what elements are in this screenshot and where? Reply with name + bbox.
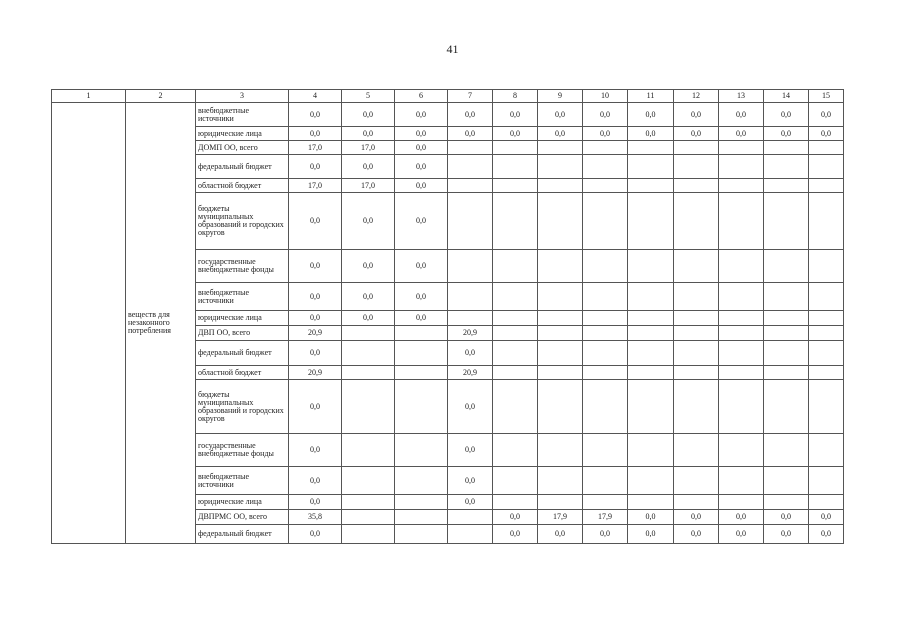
value-cell: 0,0: [289, 250, 342, 283]
value-cell: 0,0: [289, 467, 342, 495]
value-cell: [395, 380, 448, 434]
value-cell: [719, 326, 764, 341]
value-cell: 0,0: [395, 103, 448, 127]
value-cell: [809, 467, 844, 495]
value-cell: 0,0: [674, 127, 719, 141]
value-cell: [674, 434, 719, 467]
value-cell: [764, 326, 809, 341]
value-cell: [628, 326, 674, 341]
value-cell: [809, 179, 844, 193]
value-cell: [583, 193, 628, 250]
value-cell: [583, 141, 628, 155]
value-cell: 0,0: [719, 127, 764, 141]
value-cell: [538, 495, 583, 510]
value-cell: [342, 434, 395, 467]
value-cell: [674, 193, 719, 250]
value-cell: [538, 141, 583, 155]
value-cell: 0,0: [289, 283, 342, 311]
value-cell: 17,0: [289, 179, 342, 193]
value-cell: [628, 193, 674, 250]
value-cell: [628, 311, 674, 326]
value-cell: 0,0: [448, 380, 493, 434]
funding-source-cell: государственные внебюджетные фонды: [196, 250, 289, 283]
value-cell: [809, 380, 844, 434]
header-row: [52, 90, 844, 103]
value-cell: [493, 495, 538, 510]
value-cell: [583, 250, 628, 283]
column-number-header: 2: [126, 90, 196, 103]
value-cell: [448, 510, 493, 525]
value-cell: [538, 341, 583, 366]
value-cell: 0,0: [764, 127, 809, 141]
value-cell: [342, 341, 395, 366]
value-cell: 17,0: [342, 141, 395, 155]
table-row: [52, 103, 844, 127]
value-cell: [809, 311, 844, 326]
value-cell: [493, 380, 538, 434]
column-number-header: 11: [628, 90, 674, 103]
funding-source-cell: юридические лица: [196, 127, 289, 141]
value-cell: 0,0: [764, 510, 809, 525]
value-cell: [342, 467, 395, 495]
value-cell: 0,0: [289, 525, 342, 544]
column-number-header: 6: [395, 90, 448, 103]
value-cell: [342, 380, 395, 434]
value-cell: [583, 467, 628, 495]
column-number-header: 8: [493, 90, 538, 103]
value-cell: [764, 179, 809, 193]
value-cell: [493, 283, 538, 311]
value-cell: [448, 525, 493, 544]
column-number-header: 7: [448, 90, 493, 103]
column-number-header: 4: [289, 90, 342, 103]
value-cell: [674, 155, 719, 179]
value-cell: [448, 155, 493, 179]
value-cell: 0,0: [395, 311, 448, 326]
value-cell: [628, 380, 674, 434]
value-cell: [583, 155, 628, 179]
value-cell: [628, 179, 674, 193]
value-cell: [538, 193, 583, 250]
value-cell: [538, 467, 583, 495]
value-cell: 0,0: [289, 103, 342, 127]
value-cell: 0,0: [583, 127, 628, 141]
value-cell: 0,0: [538, 525, 583, 544]
funding-source-cell: ДВПРМС ОО, всего: [196, 510, 289, 525]
value-cell: 0,0: [289, 495, 342, 510]
column-number-header: 12: [674, 90, 719, 103]
value-cell: [448, 250, 493, 283]
value-cell: [628, 141, 674, 155]
value-cell: [764, 141, 809, 155]
value-cell: 20,9: [448, 366, 493, 380]
value-cell: [493, 193, 538, 250]
value-cell: [719, 467, 764, 495]
value-cell: [395, 495, 448, 510]
value-cell: [493, 341, 538, 366]
value-cell: 0,0: [448, 467, 493, 495]
value-cell: 0,0: [628, 510, 674, 525]
value-cell: [342, 366, 395, 380]
value-cell: 0,0: [809, 510, 844, 525]
value-cell: 20,9: [289, 326, 342, 341]
value-cell: 0,0: [538, 103, 583, 127]
value-cell: [809, 283, 844, 311]
value-cell: [674, 366, 719, 380]
value-cell: [493, 141, 538, 155]
value-cell: [719, 341, 764, 366]
value-cell: [719, 155, 764, 179]
value-cell: [809, 326, 844, 341]
value-cell: 0,0: [448, 495, 493, 510]
value-cell: 0,0: [289, 380, 342, 434]
value-cell: 17,9: [538, 510, 583, 525]
value-cell: 0,0: [628, 127, 674, 141]
value-cell: 0,0: [628, 525, 674, 544]
value-cell: 35,8: [289, 510, 342, 525]
funding-source-cell: федеральный бюджет: [196, 525, 289, 544]
value-cell: [674, 467, 719, 495]
value-cell: [628, 434, 674, 467]
funding-source-cell: бюджеты муниципальных образований и городских округов: [196, 193, 289, 250]
value-cell: 17,0: [342, 179, 395, 193]
value-cell: 0,0: [764, 525, 809, 544]
value-cell: 0,0: [342, 283, 395, 311]
value-cell: [448, 193, 493, 250]
value-cell: [674, 250, 719, 283]
value-cell: [764, 250, 809, 283]
funding-source-cell: областной бюджет: [196, 366, 289, 380]
funding-source-cell: юридические лица: [196, 495, 289, 510]
value-cell: [395, 434, 448, 467]
value-cell: [493, 155, 538, 179]
value-cell: 0,0: [342, 250, 395, 283]
value-cell: 0,0: [538, 127, 583, 141]
value-cell: [493, 250, 538, 283]
value-cell: 0,0: [342, 127, 395, 141]
value-cell: [448, 141, 493, 155]
value-cell: [538, 311, 583, 326]
funding-source-cell: ДВП ОО, всего: [196, 326, 289, 341]
value-cell: [583, 326, 628, 341]
value-cell: 0,0: [674, 103, 719, 127]
value-cell: [448, 283, 493, 311]
value-cell: 0,0: [289, 311, 342, 326]
value-cell: [674, 380, 719, 434]
value-cell: [395, 467, 448, 495]
value-cell: [764, 366, 809, 380]
value-cell: [809, 250, 844, 283]
value-cell: [719, 193, 764, 250]
value-cell: [538, 326, 583, 341]
value-cell: 0,0: [809, 103, 844, 127]
value-cell: [674, 141, 719, 155]
value-cell: 20,9: [289, 366, 342, 380]
value-cell: 0,0: [493, 525, 538, 544]
value-cell: 17,0: [289, 141, 342, 155]
value-cell: [538, 380, 583, 434]
value-cell: [493, 467, 538, 495]
value-cell: [809, 434, 844, 467]
value-cell: [342, 510, 395, 525]
value-cell: [628, 495, 674, 510]
value-cell: 0,0: [719, 525, 764, 544]
column-number-header: 1: [52, 90, 126, 103]
value-cell: [493, 366, 538, 380]
value-cell: 0,0: [289, 127, 342, 141]
value-cell: [448, 179, 493, 193]
column-number-header: 14: [764, 90, 809, 103]
value-cell: [342, 326, 395, 341]
value-cell: [538, 179, 583, 193]
value-cell: 0,0: [448, 341, 493, 366]
column-number-header: 13: [719, 90, 764, 103]
value-cell: [395, 326, 448, 341]
column-number-header: 15: [809, 90, 844, 103]
value-cell: 0,0: [342, 311, 395, 326]
page-number: 41: [446, 42, 459, 56]
value-cell: [764, 311, 809, 326]
value-cell: [583, 283, 628, 311]
value-cell: 0,0: [674, 510, 719, 525]
value-cell: [583, 434, 628, 467]
value-cell: [448, 311, 493, 326]
value-cell: 0,0: [342, 155, 395, 179]
value-cell: [764, 467, 809, 495]
value-cell: [809, 155, 844, 179]
value-cell: [764, 341, 809, 366]
value-cell: [809, 366, 844, 380]
value-cell: 0,0: [493, 510, 538, 525]
value-cell: 17,9: [583, 510, 628, 525]
column-2-cell: веществ для незаконного потребления: [126, 103, 196, 544]
value-cell: [764, 380, 809, 434]
value-cell: [628, 250, 674, 283]
value-cell: [809, 141, 844, 155]
value-cell: [493, 326, 538, 341]
value-cell: [674, 341, 719, 366]
value-cell: [628, 155, 674, 179]
value-cell: 0,0: [395, 155, 448, 179]
funding-source-cell: бюджеты муниципальных образований и городских округов: [196, 380, 289, 434]
value-cell: [395, 525, 448, 544]
value-cell: [628, 283, 674, 311]
column-number-header: 9: [538, 90, 583, 103]
value-cell: [719, 283, 764, 311]
value-cell: [583, 179, 628, 193]
funding-source-cell: государственные внебюджетные фонды: [196, 434, 289, 467]
value-cell: 0,0: [448, 103, 493, 127]
value-cell: 0,0: [809, 525, 844, 544]
value-cell: 0,0: [448, 127, 493, 141]
funding-source-cell: ДОМП ОО, всего: [196, 141, 289, 155]
value-cell: [342, 525, 395, 544]
value-cell: [764, 155, 809, 179]
value-cell: 0,0: [395, 193, 448, 250]
value-cell: [538, 434, 583, 467]
value-cell: [719, 380, 764, 434]
funding-source-cell: внебюджетные источники: [196, 283, 289, 311]
column-number-header: 10: [583, 90, 628, 103]
value-cell: 0,0: [395, 283, 448, 311]
value-cell: [395, 510, 448, 525]
value-cell: [583, 366, 628, 380]
value-cell: 0,0: [448, 434, 493, 467]
column-number-header: 5: [342, 90, 395, 103]
value-cell: [719, 495, 764, 510]
value-cell: [628, 467, 674, 495]
value-cell: [674, 283, 719, 311]
value-cell: 0,0: [583, 103, 628, 127]
value-cell: [342, 495, 395, 510]
value-cell: [583, 311, 628, 326]
value-cell: [809, 193, 844, 250]
value-cell: [764, 434, 809, 467]
value-cell: [674, 179, 719, 193]
value-cell: [719, 366, 764, 380]
value-cell: 0,0: [395, 179, 448, 193]
value-cell: 0,0: [583, 525, 628, 544]
column-number-header: 3: [196, 90, 289, 103]
value-cell: [628, 366, 674, 380]
value-cell: [583, 341, 628, 366]
value-cell: [628, 341, 674, 366]
value-cell: [395, 341, 448, 366]
value-cell: [719, 311, 764, 326]
value-cell: 0,0: [493, 103, 538, 127]
value-cell: 0,0: [719, 510, 764, 525]
value-cell: 0,0: [395, 141, 448, 155]
value-cell: [809, 495, 844, 510]
value-cell: [719, 434, 764, 467]
value-cell: [538, 366, 583, 380]
value-cell: [493, 179, 538, 193]
value-cell: 0,0: [395, 127, 448, 141]
value-cell: [493, 311, 538, 326]
value-cell: 0,0: [719, 103, 764, 127]
value-cell: [764, 495, 809, 510]
value-cell: [764, 193, 809, 250]
table-body: [52, 103, 844, 544]
value-cell: [538, 250, 583, 283]
value-cell: [719, 179, 764, 193]
funding-source-cell: федеральный бюджет: [196, 155, 289, 179]
value-cell: 0,0: [628, 103, 674, 127]
value-cell: 0,0: [289, 155, 342, 179]
value-cell: 0,0: [342, 193, 395, 250]
value-cell: [809, 341, 844, 366]
column-1-cell: [52, 103, 126, 544]
value-cell: [674, 495, 719, 510]
value-cell: 0,0: [395, 250, 448, 283]
value-cell: [674, 311, 719, 326]
value-cell: [493, 434, 538, 467]
funding-source-cell: юридические лица: [196, 311, 289, 326]
value-cell: 0,0: [809, 127, 844, 141]
funding-source-cell: федеральный бюджет: [196, 341, 289, 366]
value-cell: 20,9: [448, 326, 493, 341]
value-cell: [583, 495, 628, 510]
value-cell: [538, 283, 583, 311]
value-cell: 0,0: [289, 434, 342, 467]
funding-source-cell: внебюджетные источники: [196, 467, 289, 495]
value-cell: 0,0: [493, 127, 538, 141]
value-cell: 0,0: [674, 525, 719, 544]
value-cell: [583, 380, 628, 434]
value-cell: 0,0: [342, 103, 395, 127]
value-cell: [764, 283, 809, 311]
value-cell: 0,0: [764, 103, 809, 127]
value-cell: [538, 155, 583, 179]
value-cell: [719, 250, 764, 283]
value-cell: [674, 326, 719, 341]
value-cell: 0,0: [289, 193, 342, 250]
budget-table: [51, 89, 844, 544]
value-cell: 0,0: [289, 341, 342, 366]
funding-source-cell: внебюджетные источники: [196, 103, 289, 127]
value-cell: [395, 366, 448, 380]
funding-source-cell: областной бюджет: [196, 179, 289, 193]
value-cell: [719, 141, 764, 155]
